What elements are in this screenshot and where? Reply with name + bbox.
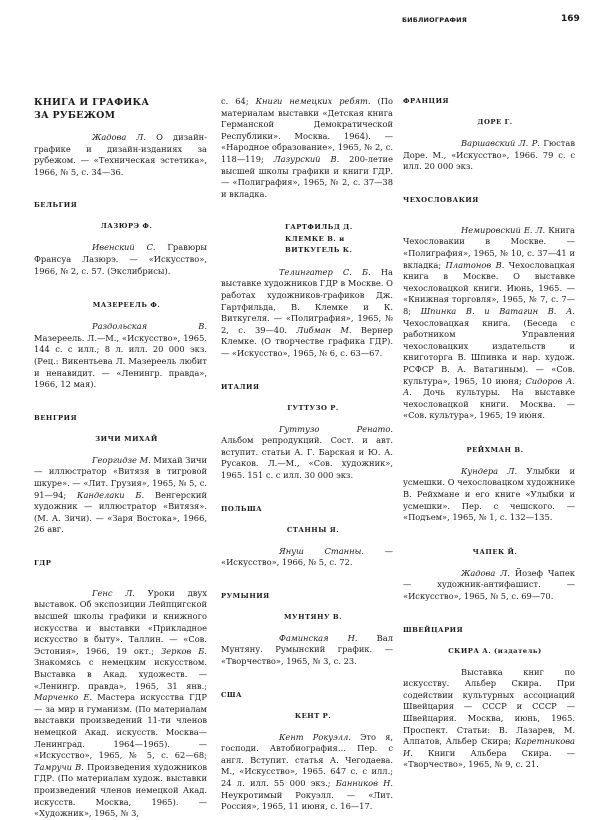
entry-text: Книги Альбера Скира. — «Творчество», 1965, № 9, с. 21. bbox=[403, 747, 575, 770]
country-heading-belgium: БЕЛЬГИЯ bbox=[34, 201, 78, 210]
entry-author: Кундера Л. bbox=[461, 465, 518, 476]
intro-entry bbox=[34, 132, 207, 178]
entry-capek bbox=[403, 568, 575, 603]
entry-author: Януш Станны. bbox=[279, 545, 365, 556]
country-heading-gdr: ГДР bbox=[34, 558, 52, 567]
entry-guttuso bbox=[221, 424, 393, 482]
entry-text: Неукротимый Рокуэлл. — «Лит. Россия», 1965, 11 июня, с. 16—17. bbox=[221, 789, 393, 812]
entry-author: Георгидзе М. bbox=[92, 454, 151, 465]
entry-author: Лазурский В. bbox=[273, 153, 340, 164]
entry-text: Дочь культуры. На выставке чехословацкой книги. Москва. — «Сов. культура», 1965, 19 июня. bbox=[403, 387, 575, 421]
entry-author: Банников Н. bbox=[335, 777, 394, 788]
entry-text: Йозеф Чапек — художник-антифашист. — «Искусство», 1965, № 5, с. 69—70. bbox=[403, 567, 575, 602]
country-heading-hungary: ВЕНГРИЯ bbox=[34, 413, 78, 422]
country-heading-czechoslovakia: ЧЕХОСЛОВАКИЯ bbox=[403, 195, 479, 204]
section-title bbox=[34, 96, 207, 122]
entry-muntyanu bbox=[221, 633, 393, 668]
entry-text: Знакомясь с немецким искусством. Выставка в Акад. художеств. — «Ленингр. правда», 1965, 31 янв.; bbox=[34, 657, 207, 691]
entry-text: — «Искусство», 1966, № 5, с. 72. bbox=[221, 545, 393, 568]
entry-text: Чехословацкая книга в Москве. О выставке чехословацкой книги. Июнь, 1965. — «Книжная торговля», 1965, № 7, с. 7—8; bbox=[403, 259, 575, 316]
entry-author: Жадова Л. bbox=[92, 132, 146, 142]
subject-heading-masereel: МАЗЕРЕЕЛЬ Ф. bbox=[92, 301, 161, 310]
entry-text: Мазереель. Л.—М., «Искусство», 1965. 144 с. с илл.; 8 л. илл. 20 000 экз. (Рец.: Викентьева Л. Мазереель любит и ненавидит. — «Ленингр. правда», 1966, 12 мая). bbox=[34, 332, 207, 390]
subject-heading-line: КЛЕМКЕ В. и bbox=[285, 234, 345, 243]
running-head bbox=[0, 14, 600, 28]
subject-heading-kent: КЕНТ Р. bbox=[294, 711, 332, 720]
entry-text: Гравюры Франсуа Лазюрэ. — «Искусство», 1966, № 2, с. 57. (Экслибрисы). bbox=[34, 242, 207, 276]
entry-author: Зерков Б. bbox=[161, 645, 207, 656]
entry-text: Михай Зичи — иллюстратор «Витязя в тигровой шкуре». — «Лит. Грузия», 1965, № 5, с. 91—94; bbox=[34, 454, 207, 500]
entry-author: Генс Л. bbox=[92, 587, 135, 598]
entry-author: Сидоров А. А. bbox=[403, 375, 575, 398]
entry-text: Улыбки и усмешки. О чехословацком художнике В. Рейхмане и его книге «Улыбки и усмешки». Пер. с чешского. — «Подъем», 1965, № 1, с. 132—135. bbox=[403, 465, 575, 523]
entry-author: Каретникова И. bbox=[403, 736, 575, 758]
entry-zichy bbox=[34, 455, 207, 536]
subject-heading-lazure: ЛАЗЮРЭ Ф. bbox=[100, 222, 153, 231]
entry-author: Гуттузо Ренато. bbox=[279, 423, 393, 434]
entry-text: Гюстав Доре. М., «Искусство», 1966. 79 с. с илл. 20 000 экз. bbox=[403, 138, 575, 172]
entry-author: Тамручи В. bbox=[34, 761, 84, 772]
subject-heading-guttuso: ГУТТУЗО Р. bbox=[287, 403, 339, 412]
entry-text: Альбом репродукций. Сост. и авт. вступит. статьи А. Г. Барская и Ю. А. Русаков. Л.—М., «Сов. художник», 1965. 151 с. с илл. 30 000 экз. bbox=[221, 435, 393, 480]
country-heading-poland: ПОЛЬША bbox=[221, 504, 263, 513]
entry-author: Немировский Е. Л. bbox=[461, 224, 546, 235]
entry-author: Телингатер С. Б. bbox=[279, 266, 371, 277]
subject-heading-line: ГАРТФИЛЬД Д. bbox=[285, 223, 353, 232]
entry-czechoslovakia-general bbox=[403, 225, 575, 422]
country-heading-italy: ИТАЛИЯ bbox=[221, 382, 260, 391]
subject-heading-muntyanu: МУНТЯНУ В. bbox=[284, 612, 342, 621]
subject-heading-stanny: СТАННЫ Я. bbox=[286, 525, 340, 534]
entry-text: Уроки двух выставок. Об экспозиции Лейпцигской высшей школы графики и книжного искусства и выставки «Прикладное искусство в быту». Таллин. — «Сов. Эстония», 1966, 19 окт.; bbox=[34, 587, 207, 656]
entry-author: Шпинка В. и Ватагин В. А. bbox=[420, 305, 575, 316]
page-number: 169 bbox=[561, 14, 580, 24]
entry-stanny bbox=[221, 546, 393, 569]
entry-author: Либман М. bbox=[296, 324, 352, 335]
entry-masereel bbox=[34, 321, 207, 391]
entry-author: Жадова Л. bbox=[461, 567, 510, 578]
entry-gdr-general bbox=[34, 588, 207, 820]
section-title-line-1: КНИГА И ГРАФИКА bbox=[34, 97, 150, 108]
subject-heading-line: ВИТКУГЕЛЬ К. bbox=[285, 246, 353, 255]
entry-gdr-general-continued bbox=[221, 96, 393, 200]
entry-text: Вал Мунтяну. Румынский график. — «Творчество», 1965, № 3, с. 23. bbox=[221, 632, 393, 666]
entry-hartfield bbox=[221, 267, 393, 360]
entry-text: Произведения художников ГДР. (По материалам худож. выставки произведений членов немецкой Акад. искусств. Москва, 1965). — «Художник», 1965, № 3, bbox=[34, 761, 207, 819]
entry-kent bbox=[221, 732, 393, 813]
subject-heading-skira: СКИРА А. (издатель) bbox=[448, 646, 542, 655]
subject-heading-dore: ДОРЕ Г. bbox=[477, 118, 513, 126]
entry-lazure bbox=[34, 242, 207, 277]
running-head-title: БИБЛИОГРАФИЯ bbox=[402, 16, 467, 24]
entry-text: Мастера искусства ГДР — за мир и гуманизм. (По материалам выставки произведений 11-ти членов немецкой Акад. искусств. Москва—Ленинград. 1964—1965). — «Искусство», 1965, № 5, с. 62—68; bbox=[34, 692, 208, 761]
entry-text: Книга Чехословакии в Москве. — «Полиграфия», 1965, № 10, с. 37—41 и вкладка; bbox=[403, 224, 575, 270]
section-title-line-2: ЗА РУБЕЖОМ bbox=[34, 110, 116, 121]
entry-skira bbox=[403, 667, 575, 771]
entry-text: 200-летие высшей школы графики и книги ГДР. — «Полиграфия», 1965, № 2, с. 37—38 и вкладка. bbox=[221, 153, 393, 199]
column-2 bbox=[221, 96, 393, 813]
entry-author: Варшавский Л. Р. bbox=[461, 138, 540, 148]
entry-text: Чехословацкая книга. (Беседа с работником Управления чехословацких издательств и книготорга В. Шпинка и нар. худож. РСФСР В. А. Ватагиным). — «Сов. культура», 1965, 10 июня; bbox=[403, 317, 575, 386]
entry-text: с. 64; bbox=[221, 96, 256, 106]
entry-text: Вернер Клемке. (О творчестве графика ГДР). — «Искусство», 1965, № 6, с. 63—67. bbox=[221, 324, 393, 358]
subject-heading-zichy: ЗИЧИ МИХАЙ bbox=[95, 434, 158, 443]
subject-heading-hartfield bbox=[221, 222, 393, 257]
entry-reichman bbox=[403, 466, 575, 524]
entry-dore bbox=[403, 138, 575, 173]
column-1 bbox=[34, 96, 207, 820]
country-heading-usa: США bbox=[221, 690, 243, 699]
entry-text: Венгерский художник — иллюстратор «Витязя». (М. А. Зичи). — «Заря Востока», 1966, 26 авг. bbox=[34, 489, 207, 535]
entry-text: (По материалам выставки «Детская книга Германской Демократической Республики». Москва. 1964). — «Народное образование», 1965, № 2, с. 118—119; bbox=[221, 96, 393, 164]
entry-author: Платонов В. bbox=[445, 259, 505, 270]
country-heading-france: ФРАНЦИЯ bbox=[403, 97, 450, 105]
entry-text: О дизайн-графике и дизайн-изданиях за рубежом. — «Техническая эстетика», 1966, № 5, с. 34—36. bbox=[34, 132, 207, 177]
entry-author: Фаминская Н. bbox=[279, 632, 358, 643]
entry-text: На выставке художников ГДР в Москве. О работах художников-графиков Дж. Гартфильда, В. Клемке и К. Виткугеля. — «Полиграфия», 1965, № 2, с. 39—40. bbox=[221, 266, 393, 335]
country-heading-romania: РУМЫНИЯ bbox=[221, 591, 270, 600]
subject-heading-reichman: РЕЙХМАН В. bbox=[466, 445, 524, 454]
entry-text: Выставка книг по искусству. Альбер Скира. При содействии культурных ассоциаций Швейцария — СССР и СССР — Швейцария. Москва, июнь, 1965. Проспект. Статьи: В. Лазарев, М. Алпатов, Альбер Скира; bbox=[403, 666, 575, 747]
entry-author: Раздольская В. bbox=[92, 321, 207, 332]
entry-author: Кент Рокуэлл. bbox=[279, 731, 351, 742]
entry-author: Книги немецких ребят. bbox=[255, 96, 371, 106]
entry-text: Это я, господи. Автобиография… Пер. с англ. Вступит. статья А. Чегодаева. М., «Искусство», 1965. 647 с. с илл.; 24 л. илл. 55 000 экз.; bbox=[221, 731, 393, 788]
entry-author: Марченко Е. bbox=[34, 692, 93, 703]
entry-author: Канделаки Б. bbox=[77, 489, 145, 500]
country-heading-switzerland: ШВЕЙЦАРИЯ bbox=[403, 625, 464, 634]
column-3 bbox=[403, 96, 575, 771]
entry-author: Ивенский С. bbox=[92, 242, 156, 253]
subject-heading-capek: ЧАПЕК Й. bbox=[472, 547, 518, 556]
